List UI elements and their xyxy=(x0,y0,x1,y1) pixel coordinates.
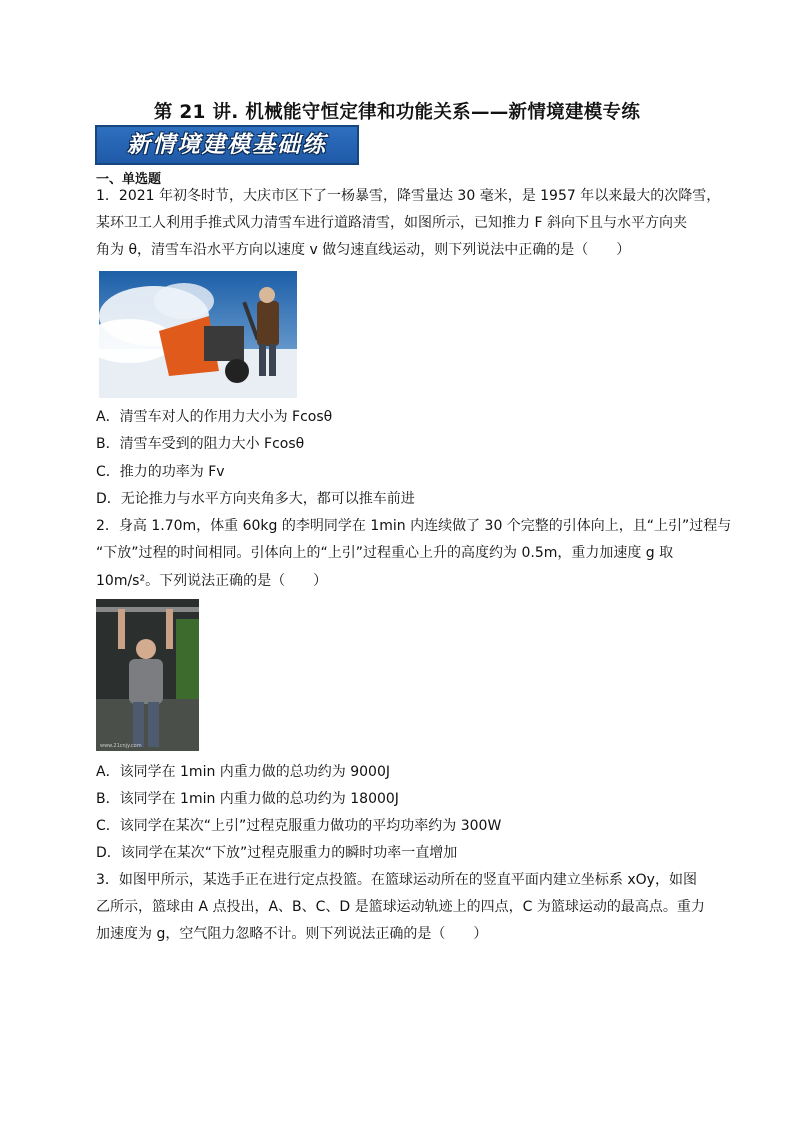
q2-option-b: B．该同学在 1min 内重力做的总功约为 18000J xyxy=(96,791,399,807)
q2-line-3: 10m/s²。下列说法正确的是（ ） xyxy=(96,573,328,589)
q1-line-2: 某环卫工人利用手推式风力清雪车进行道路清雪，如图所示，已知推力 F 斜向下且与水平方向夹 xyxy=(96,215,687,231)
pull-up-photo xyxy=(96,599,199,751)
q1-option-a: A．清雪车对人的作用力大小为 Fcosθ xyxy=(96,409,333,425)
q3-line-2: 乙所示，篮球由 A 点投出，A、B、C、D 是篮球运动轨迹上的四点，C 为篮球运动的最高点。重力 xyxy=(96,899,705,915)
q2-line-1: 2．身高 1.70m，体重 60kg 的李明同学在 1min 内连续做了 30 个完整的引体向上，且“上引”过程与 xyxy=(96,518,732,534)
q1-option-c: C．推力的功率为 Fv xyxy=(96,464,225,480)
photo-watermark: www.21cnjy.com xyxy=(100,743,142,749)
section-banner xyxy=(95,125,359,165)
q2-option-d: D．该同学在某次“下放”过程克服重力的瞬时功率一直增加 xyxy=(96,845,458,861)
q2-option-c: C．该同学在某次“上引”过程克服重力做功的平均功率约为 300W xyxy=(96,818,502,834)
page-title: 第 21 讲. 机械能守恒定律和功能关系——新情境建模专练 xyxy=(153,102,641,123)
q2-line-2: “下放”过程的时间相同。引体向上的“上引”过程重心上升的高度约为 0.5m，重力加速度 g 取 xyxy=(96,545,674,561)
q1-option-d: D．无论推力与水平方向夹角多大，都可以推车前进 xyxy=(96,491,415,507)
q1-option-b: B．清雪车受到的阻力大小 Fcosθ xyxy=(96,436,305,452)
banner-text: 新情境建模基础练 xyxy=(127,132,327,158)
q1-line-3: 角为 θ，清雪车沿水平方向以速度 v 做匀速直线运动，则下列说法中正确的是（ ） xyxy=(96,242,631,258)
q3-line-3: 加速度为 g，空气阻力忽略不计。则下列说法正确的是（ ） xyxy=(96,926,488,942)
q3-line-1: 3．如图甲所示，某选手正在进行定点投篮。在篮球运动所在的竖直平面内建立坐标系 xOy，如图 xyxy=(96,872,697,888)
section-heading: 一、单选题 xyxy=(96,172,162,187)
q1-line-1: 1．2021 年初冬时节，大庆市区下了一杨暴雪，降雪量达 30 毫米，是 1957 年以来最大的次降雪， xyxy=(96,188,721,204)
q2-option-a: A．该同学在 1min 内重力做的总功约为 9000J xyxy=(96,764,390,780)
snow-blower-photo xyxy=(99,271,297,398)
